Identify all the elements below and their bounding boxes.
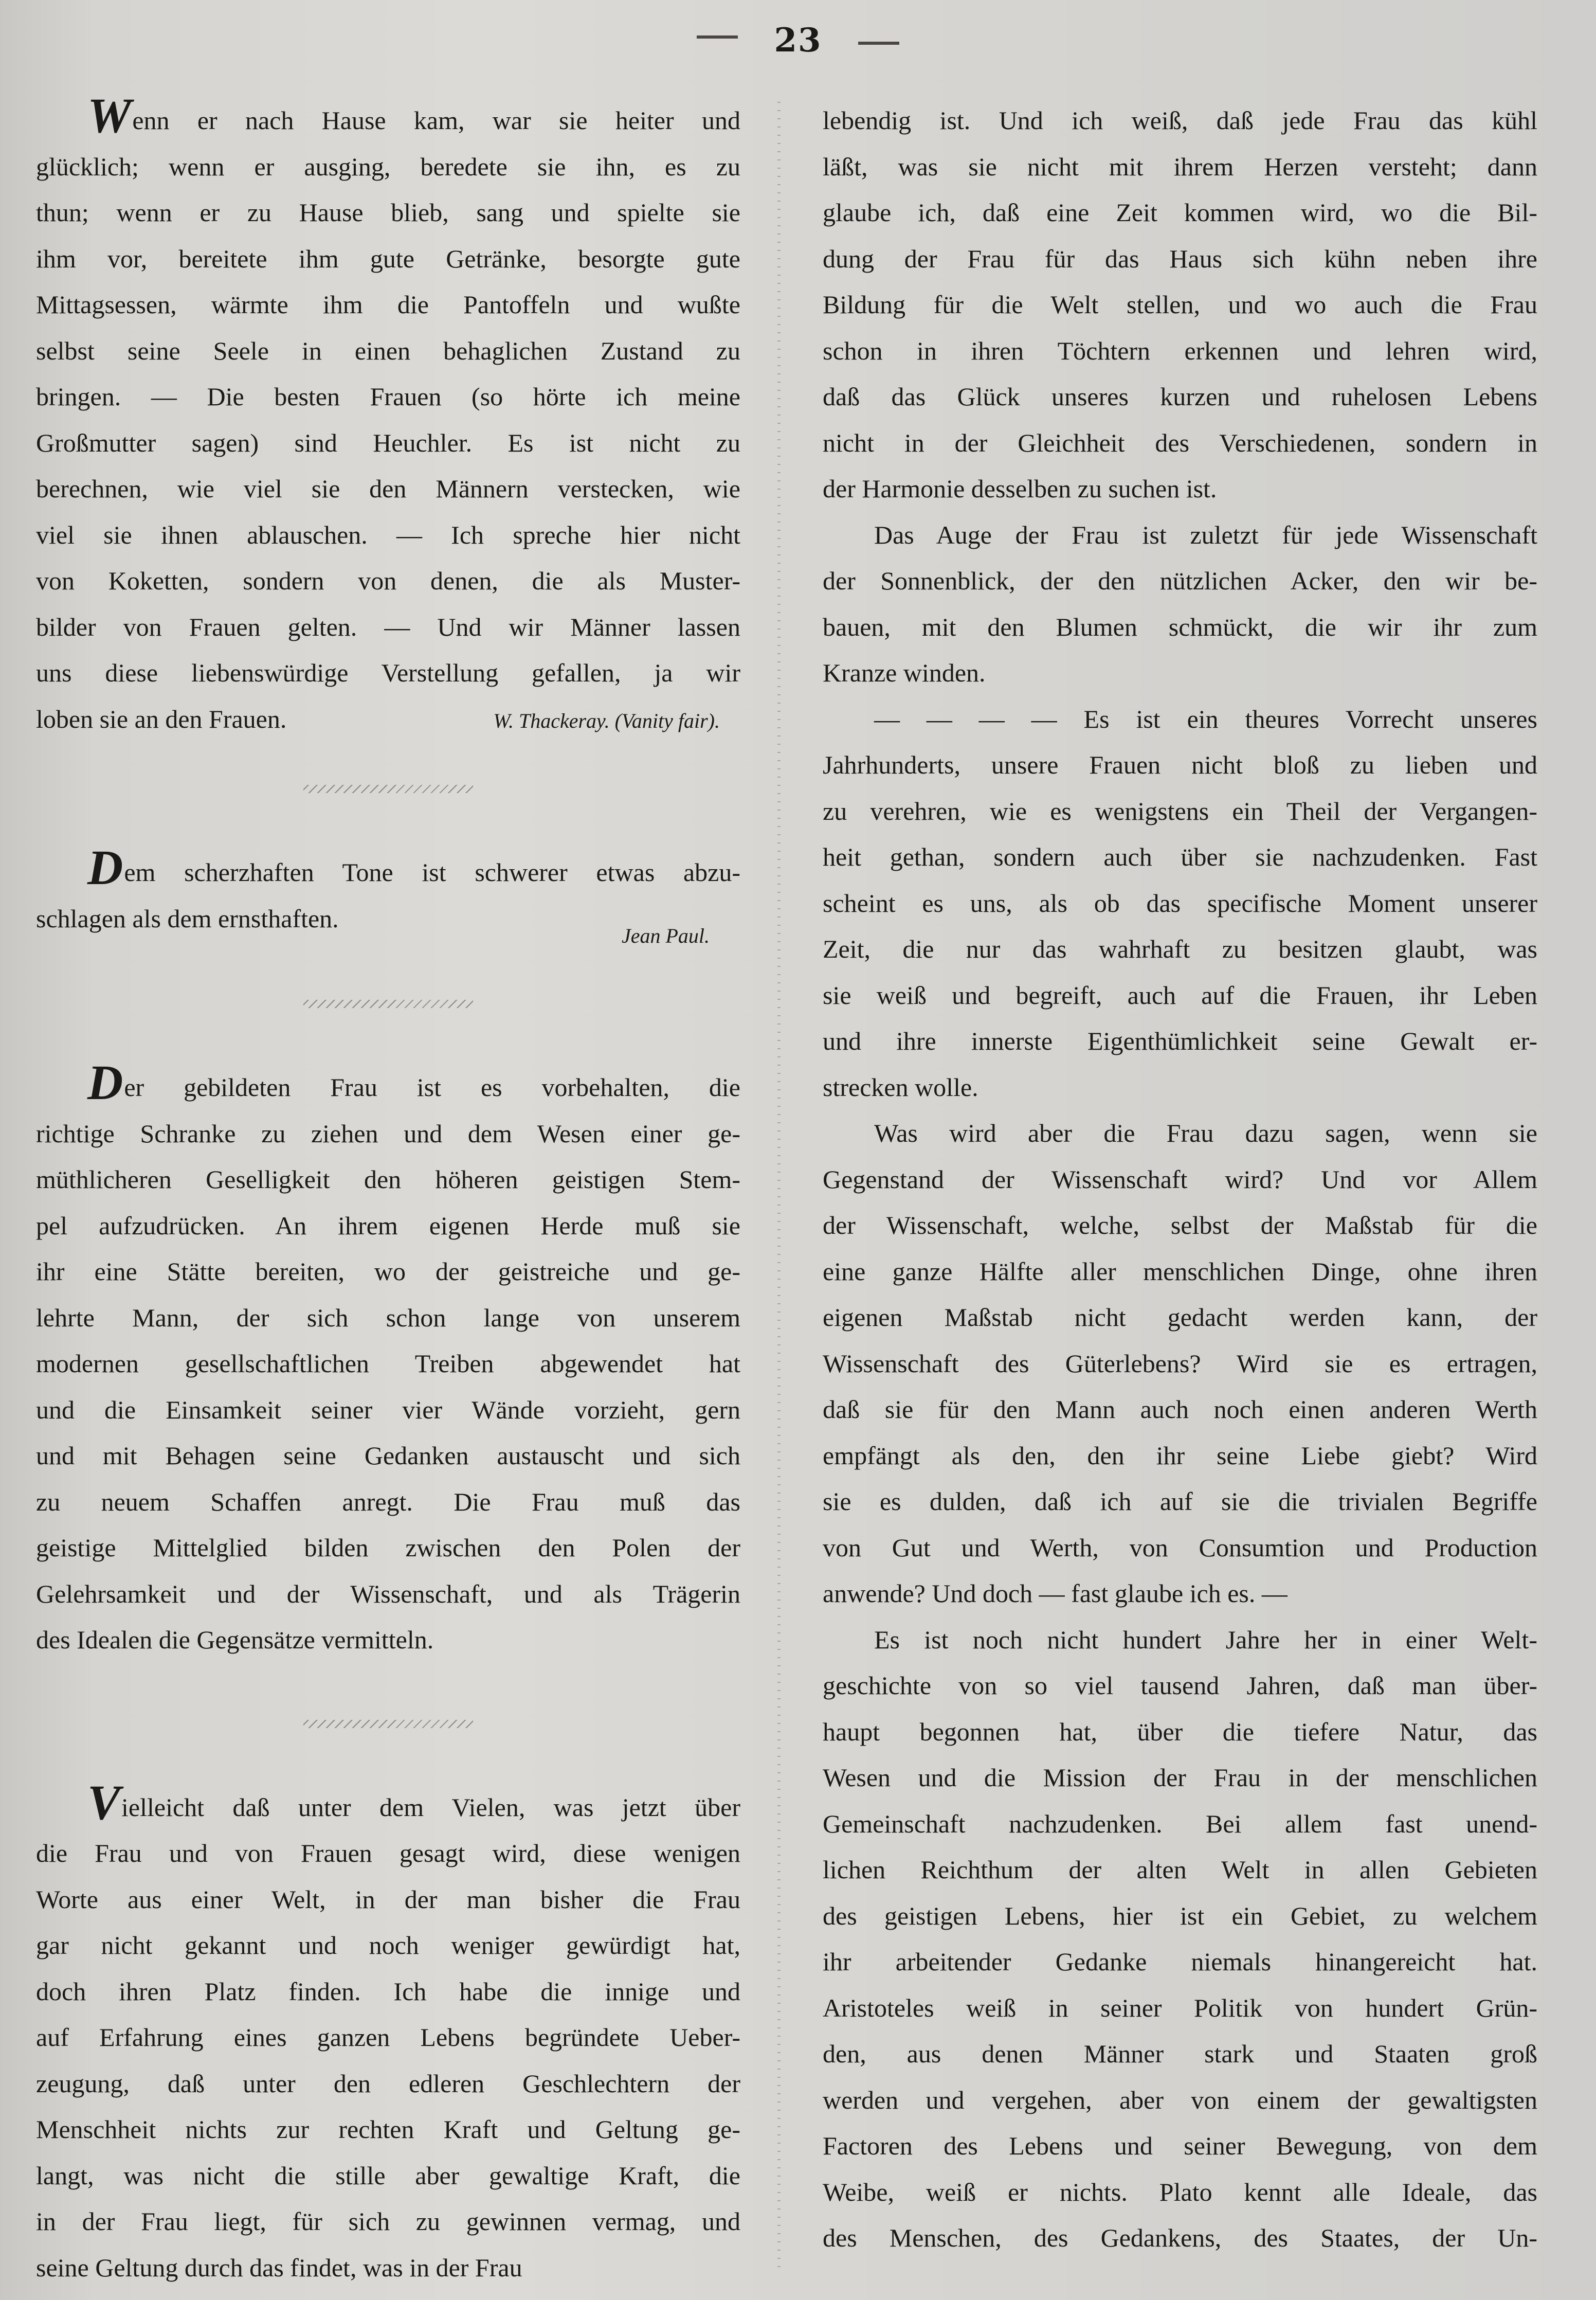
line-text: er gebildeten Frau ist es vorbehalten, die	[124, 1073, 740, 1102]
line-text: glücklich; wenn er ausging, beredete sie ihn, es zu	[36, 152, 740, 181]
text-line	[36, 1157, 740, 1203]
text-line: Weibe, weiß er nichts. Plato kennt alle Ideale, das	[823, 2177, 1537, 2206]
page-header	[0, 20, 1596, 61]
thackeray-quote	[36, 88, 740, 744]
text-line	[36, 144, 740, 190]
text-line	[36, 236, 740, 282]
text-line	[36, 650, 740, 696]
text-line: lichen Reichthum der alten Welt in allen Gebieten	[823, 1855, 1537, 1884]
text-line: der Wissenschaft, welche, selbst der Maßstab für die	[823, 1211, 1537, 1239]
text-line: werden und vergehen, aber von einem der gewaltigsten	[823, 2085, 1537, 2114]
text-line: haupt begonnen hat, über die tiefere Natur, das	[823, 1717, 1537, 1746]
attribution: Jean Paul.	[621, 924, 710, 947]
line-text: und die Einsamkeit seiner vier Wände vorzieht, gern	[36, 1395, 740, 1424]
line-text: pel aufzudrücken. An ihrem eigenen Herde muß sie	[36, 1211, 740, 1240]
text-line	[36, 1571, 740, 1618]
spacer	[36, 793, 740, 850]
text-line-with-attribution	[36, 696, 740, 744]
spacer	[36, 1728, 740, 1785]
text-line: sie weiß und begreift, auch auf die Frauen, ihr Leben	[823, 980, 1537, 1010]
line-text: schlagen als dem ernsthaften.	[36, 904, 339, 933]
text-line: ihr arbeitender Gedanke niemals hinangereicht hat.	[823, 1947, 1537, 1976]
spacer	[36, 1008, 740, 1065]
text-line	[36, 696, 286, 743]
text-line: Bildung für die Welt stellen, und wo auch die Frau	[823, 290, 1537, 319]
text-line	[36, 1111, 740, 1157]
text-line: anwende? Und doch — fast glaube ich es. —	[823, 1579, 1287, 1608]
line-text: ihr eine Stätte bereiten, wo der geistreiche und ge-	[36, 1257, 740, 1286]
initial-letter: W	[87, 88, 132, 143]
line-text: bilder von Frauen gelten. — Und wir Männer lassen	[36, 612, 740, 641]
line-text: Gelehrsamkeit und der Wissenschaft, und als Trägerin	[36, 1579, 740, 1608]
line-text: auf Erfahrung eines ganzen Lebens begründete Ueber-	[36, 2023, 740, 2052]
paragraph	[823, 98, 1537, 512]
text-line	[36, 190, 740, 236]
text-line: strecken wolle.	[823, 1072, 978, 1102]
text-line: den, aus denen Männer stark und Staaten groß	[823, 2039, 1537, 2068]
jean-paul-quote	[36, 840, 740, 947]
text-line: geschichte von so viel tausend Jahren, daß man über-	[823, 1671, 1537, 1700]
text-line: scheint es uns, als ob das specifische Moment unserer	[823, 888, 1537, 918]
line-text: Großmutter sagen) sind Heuchler. Es ist nicht zu	[36, 428, 740, 457]
left-column	[36, 88, 740, 2291]
paragraph	[823, 1110, 1537, 1617]
text-line	[36, 840, 740, 896]
text-line: Gegenstand der Wissenschaft wird? Und vor Allem	[823, 1164, 1537, 1194]
text-line: daß das Glück unseres kurzen und ruhelosen Lebens	[823, 382, 1537, 411]
line-text: Worte aus einer Welt, in der man bisher die Frau	[36, 1884, 740, 1914]
text-line	[36, 88, 740, 144]
text-line: dung der Frau für das Haus sich kühn neben ihre	[823, 244, 1537, 273]
attribution: W. Thackeray. (Vanity fair).	[493, 709, 720, 732]
text-line: Zeit, die nur das wahrhaft zu besitzen glaubt, was	[823, 935, 1537, 963]
line-text: berechnen, wie viel sie den Männern verstecken, wie	[36, 474, 740, 503]
line-text: zeugung, daß unter den edleren Geschlechtern der	[36, 2069, 740, 2098]
line-text: von Koketten, sondern von denen, die als Muster-	[36, 566, 740, 595]
header-dash-left	[697, 35, 738, 39]
text-line: nicht in der Gleichheit des Verschiedenen, sondern in	[823, 428, 1537, 457]
text-line	[36, 328, 740, 374]
text-line	[36, 1433, 740, 1479]
text-line	[36, 1055, 740, 1111]
line-text: richtige Schranke zu ziehen und dem Wesen einer ge-	[36, 1119, 740, 1148]
text-line	[36, 1479, 740, 1525]
spacer	[36, 1663, 740, 1720]
text-line	[36, 420, 740, 466]
line-text: müthlicheren Geselligkeit den höheren geistigen Stem-	[36, 1165, 740, 1194]
right-column	[823, 98, 1537, 2261]
text-line: des geistigen Lebens, hier ist ein Gebiet, zu welchem	[823, 1901, 1537, 1930]
line-text: em scherzhaften Tone ist schwerer etwas abzu-	[124, 858, 740, 887]
text-line: Aristoteles weiß in seiner Politik von hundert Grün-	[823, 1993, 1537, 2022]
text-line	[36, 2153, 740, 2199]
text-line	[36, 1922, 740, 1969]
text-line: läßt, was sie nicht mit ihrem Herzen versteht; dann	[823, 152, 1537, 181]
line-text: und mit Behagen seine Gedanken austauscht und sich	[36, 1441, 740, 1470]
line-text: des Idealen die Gegensätze vermitteln.	[36, 1625, 434, 1654]
text-line: bauen, mit den Blumen schmückt, die wir ihr zum	[823, 612, 1537, 641]
text-line	[36, 1341, 740, 1387]
page-number: 23	[774, 21, 822, 60]
text-line: — — — — Es ist ein theures Vorrecht unseres	[874, 704, 1537, 733]
text-line	[36, 2061, 740, 2107]
column-rule	[777, 98, 781, 2273]
text-line: Jahrhunderts, unsere Frauen nicht bloß zu lieben und	[823, 750, 1537, 779]
text-line	[36, 1203, 740, 1249]
text-line: eine ganze Hälfte aller menschlichen Dinge, ohne ihren	[823, 1256, 1537, 1286]
line-text: modernen gesellschaftlichen Treiben abgewendet hat	[36, 1349, 740, 1378]
line-text: gar nicht gekannt und noch weniger gewürdigt hat,	[36, 1931, 740, 1960]
line-text: seine Geltung durch das findet, was in der Frau	[36, 2253, 522, 2282]
text-line: schon in ihren Töchtern erkennen und lehren wird,	[823, 336, 1537, 365]
text-line: des Menschen, des Gedankens, des Staates, der Un-	[823, 2223, 1537, 2252]
text-line: Was wird aber die Frau dazu sagen, wenn sie	[874, 1119, 1537, 1147]
text-line	[36, 2015, 740, 2061]
text-line: glaube ich, daß eine Zeit kommen wird, wo die Bil-	[823, 198, 1537, 227]
line-text: selbst seine Seele in einen behaglichen Zustand zu	[36, 336, 740, 365]
text-line	[36, 1877, 740, 1923]
ornamental-divider	[303, 785, 473, 793]
text-line: lebendig ist. Und ich weiß, daß jede Frau das kühl	[823, 106, 1537, 135]
line-text: bringen. — Die besten Frauen (so hörte ich meine	[36, 382, 740, 411]
text-line: Das Auge der Frau ist zuletzt für jede Wissenschaft	[874, 520, 1537, 549]
text-line	[36, 1525, 740, 1571]
line-text: ielleicht daß unter dem Vielen, was jetzt über	[121, 1792, 740, 1822]
text-line: zu verehren, wie es wenigstens ein Theil der Vergangen-	[823, 796, 1537, 825]
text-line	[36, 1774, 740, 1831]
text-line: eigenen Maßstab nicht gedacht werden kann, der	[823, 1303, 1537, 1332]
line-text: viel sie ihnen ablauschen. — Ich spreche hier nicht	[36, 520, 740, 549]
header-dash-right	[858, 42, 899, 45]
ornamental-divider	[303, 1720, 473, 1728]
text-line: von Gut und Werth, von Consumtion und Production	[823, 1533, 1537, 1562]
line-text: zu neuem Schaffen anregt. Die Frau muß das	[36, 1487, 740, 1516]
text-line-with-attribution	[36, 896, 740, 947]
text-line: Factoren des Lebens und seiner Bewegung, von dem	[823, 2131, 1537, 2160]
text-line: und ihre innerste Eigenthümlichkeit seine Gewalt er-	[823, 1027, 1537, 1055]
text-line: heit gethan, sondern auch über sie nachzudenken. Fast	[823, 842, 1537, 871]
initial-letter: V	[87, 1774, 121, 1830]
initial-letter: D	[87, 840, 123, 895]
line-text: in der Frau liegt, für sich zu gewinnen vermag, und	[36, 2207, 740, 2236]
paragraph	[823, 696, 1537, 1111]
text-line	[36, 1295, 740, 1341]
paragraph	[823, 512, 1537, 696]
text-line	[36, 1249, 740, 1295]
line-text: doch ihren Platz finden. Ich habe die innige und	[36, 1976, 740, 2006]
text-line	[36, 2245, 740, 2291]
text-line	[36, 604, 740, 651]
text-line: Kranze winden.	[823, 658, 986, 687]
initial-letter: D	[87, 1055, 123, 1110]
text-line	[36, 1969, 740, 2015]
text-line	[36, 2107, 740, 2153]
gebildete-frau-paragraph	[36, 1055, 740, 1663]
text-line: Es ist noch nicht hundert Jahre her in einer Welt-	[874, 1625, 1537, 1654]
text-line: der Harmonie desselben zu suchen ist.	[823, 474, 1217, 503]
text-line: Wissenschaft des Güterlebens? Wird sie es ertragen,	[823, 1349, 1537, 1378]
text-line	[36, 282, 740, 328]
line-text: langt, was nicht die stille aber gewaltige Kraft, die	[36, 2161, 740, 2190]
text-line	[36, 1387, 740, 1433]
text-line	[36, 558, 740, 604]
line-text: Mittagsessen, wärmte ihm die Pantoffeln und wußte	[36, 290, 740, 319]
line-text: Menschheit nichts zur rechten Kraft und Geltung ge-	[36, 2115, 740, 2144]
text-line	[36, 2199, 740, 2245]
line-text: loben sie an den Frauen.	[36, 704, 287, 733]
ornamental-divider	[303, 1000, 473, 1008]
text-line	[36, 896, 339, 942]
line-text: ihm vor, bereitete ihm gute Getränke, besorgte gute	[36, 244, 740, 273]
text-line: sie es dulden, daß ich auf sie die trivialen Begriffe	[823, 1487, 1537, 1516]
line-text: die Frau und von Frauen gesagt wird, diese wenigen	[36, 1839, 740, 1867]
line-text: lehrte Mann, der sich schon lange von unserem	[36, 1303, 740, 1332]
spacer	[36, 744, 740, 785]
vielleicht-paragraph	[36, 1774, 740, 2291]
text-line: daß sie für den Mann auch noch einen anderen Werth	[823, 1395, 1537, 1424]
text-line: Gemeinschaft nachzudenken. Bei allem fast unend-	[823, 1809, 1537, 1838]
paragraph	[823, 1617, 1537, 2261]
text-line: Wesen und die Mission der Frau in der menschlichen	[823, 1763, 1537, 1792]
text-line	[36, 512, 740, 559]
text-line	[36, 466, 740, 512]
text-line: der Sonnenblick, der den nützlichen Acker, den wir be-	[823, 566, 1537, 595]
text-line: empfängt als den, den ihr seine Liebe giebt? Wird	[823, 1441, 1537, 1470]
text-line	[36, 374, 740, 420]
line-text: enn er nach Hause kam, war sie heiter und	[132, 106, 740, 135]
line-text: geistige Mittelglied bilden zwischen den Polen der	[36, 1533, 740, 1562]
line-text: thun; wenn er zu Hause blieb, sang und spielte sie	[36, 198, 740, 227]
text-line	[36, 1830, 740, 1877]
text-line	[36, 1617, 740, 1663]
line-text: uns diese liebenswürdige Verstellung gefallen, ja wir	[36, 658, 740, 687]
